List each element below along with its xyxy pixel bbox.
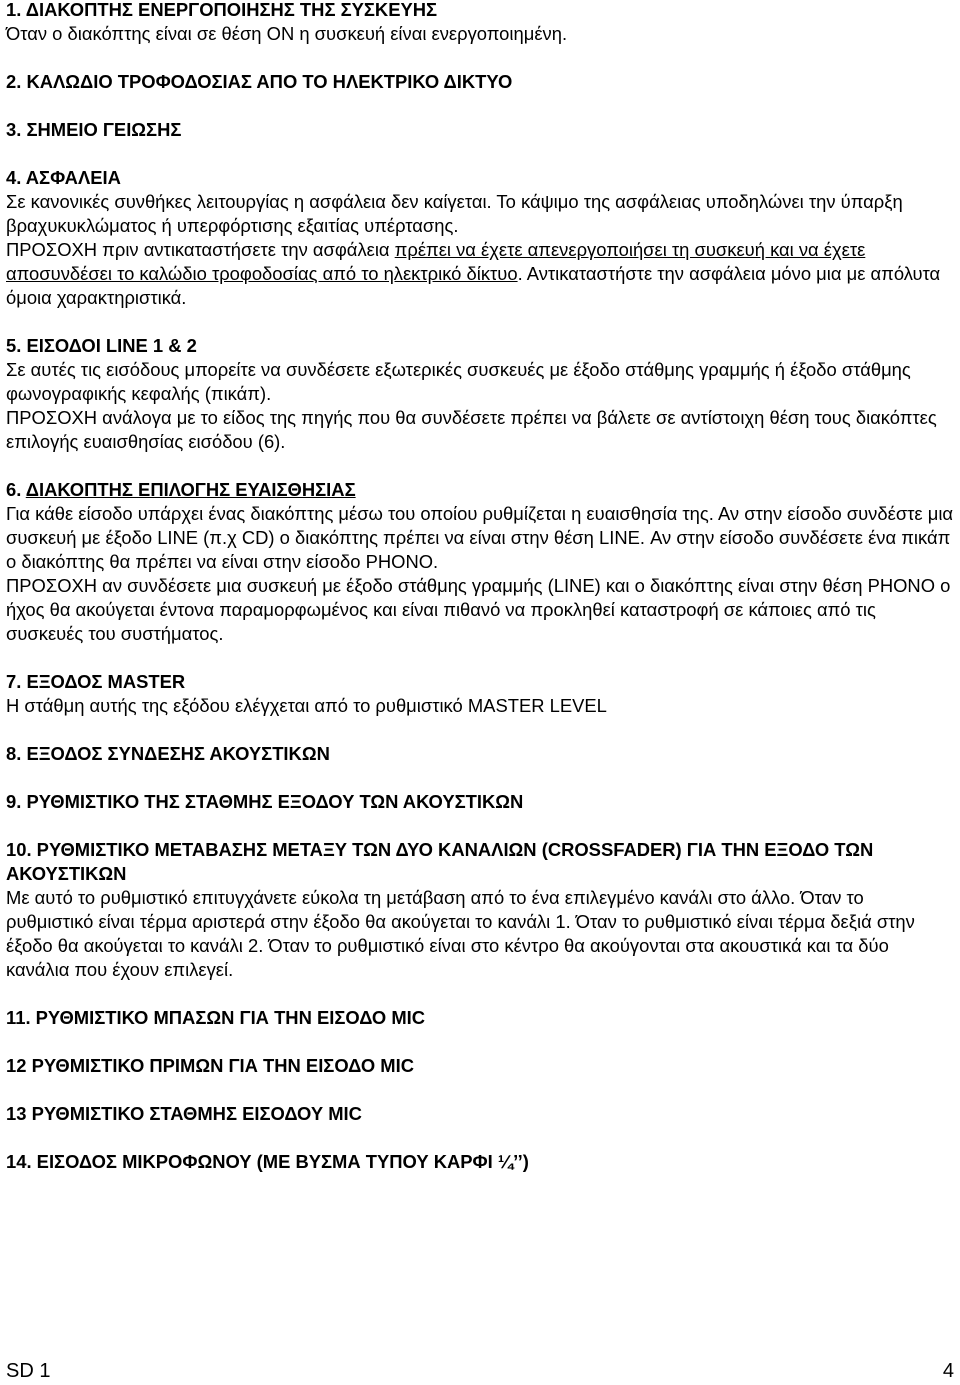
- section-headphone-level: [6, 790, 954, 814]
- section-heading: [6, 478, 954, 502]
- section-master-output: [6, 670, 954, 718]
- section-text: Σε αυτές τις εισόδους μπορείτε να συνδέσετε εξωτερικές συσκευές με έξοδο στάθμης γραμμής ή έξοδο στάθμης φωνογραφικής κεφαλής (πικάπ).: [6, 359, 911, 404]
- heading-underlined: ΔΙΑΚΟΠΤΗΣ ΕΠΙΛΟΓΗΣ ΕΥΑΙΣΘΗΣΙΑΣ: [25, 479, 356, 500]
- section-power-cable: [6, 70, 954, 94]
- section-text: Σε κανονικές συνθήκες λειτουργίας η ασφάλεια δεν καίγεται. Το κάψιμο της ασφάλειας υποδηλώνει την ύπαρξη βραχυκυκλώματος ή υπερφόρτισης εξαιτίας υπέρτασης.: [6, 191, 903, 236]
- section-heading: 12 ΡΥΘΜΙΣΤΙΚΟ ΠΡΙΜΩΝ ΓΙΑ ΤΗΝ ΕΙΣΟΔΟ MIC: [6, 1055, 415, 1076]
- section-mic-bass: [6, 1006, 954, 1030]
- section-mic-treble: [6, 1054, 954, 1078]
- section-fuse: [6, 166, 954, 310]
- section-heading: 5. ΕΙΣΟΔΟΙ LINE 1 & 2: [6, 335, 197, 356]
- section-heading: 1. ΔΙΑΚΟΠΤΗΣ ΕΝΕΡΓΟΠΟΙΗΣΗΣ ΤΗΣ ΣΥΣΚΕΥΗΣ: [6, 0, 438, 20]
- footer-model-label: SD 1: [6, 1360, 51, 1382]
- section-ground-point: [6, 118, 954, 142]
- section-heading: 4. ΑΣΦΑΛΕΙΑ: [6, 167, 121, 188]
- section-mic-input: [6, 1150, 954, 1174]
- manual-page-content: [6, 0, 954, 1198]
- section-heading: 10. ΡΥΘΜΙΣΤΙΚΟ ΜΕΤΑΒΑΣΗΣ ΜΕΤΑΞΥ ΤΩΝ ΔΥΟ ΚΑΝΑΛΙΩΝ (CROSSFADER) ΓΙΑ ΤΗΝ ΕΞΟΔΟ ΤΩΝ ΑΚΟΥΣΤΙΚΩΝ: [6, 839, 874, 884]
- warning-prefix: ΠΡΟΣΟΧΗ πριν αντικαταστήσετε την ασφάλεια: [6, 239, 395, 260]
- section-heading: 9. ΡΥΘΜΙΣΤΙΚΟ ΤΗΣ ΣΤΑΘΜΗΣ ΕΞΟΔΟΥ ΤΩΝ ΑΚΟΥΣΤΙΚΩΝ: [6, 791, 524, 812]
- warning-text: ΠΡΟΣΟΧΗ αν συνδέσετε μια συσκευή με έξοδο στάθμης γραμμής (LINE) και ο διακόπτης είναι στην θέση PHONO ο ήχος θα ακούγεται έντονα παραμορφωμένος και είναι πιθανό να προκληθεί καταστροφή σε κάποιες από τις συσκευές του συστήματος.: [6, 575, 951, 644]
- section-sensitivity-switch: [6, 478, 954, 646]
- section-heading: 13 ΡΥΘΜΙΣΤΙΚΟ ΣΤΑΘΜΗΣ ΕΙΣΟΔΟΥ MIC: [6, 1103, 362, 1124]
- page-number: 4: [942, 1360, 954, 1382]
- section-text: Η στάθμη αυτής της εξόδου ελέγχεται από το ρυθμιστικό MASTER LEVEL: [6, 695, 607, 716]
- warning-text: ΠΡΟΣΟΧΗ ανάλογα με το είδος της πηγής που θα συνδέσετε πρέπει να βάλετε σε αντίστοιχη θέση τους διακόπτες επιλογής ευαισθησίας εισόδου (6).: [6, 407, 937, 452]
- section-heading: 7. ΕΞΟΔΟΣ MASTER: [6, 671, 186, 692]
- section-heading: 2. ΚΑΛΩΔΙΟ ΤΡΟΦΟΔΟΣΙΑΣ ΑΠΟ ΤΟ ΗΛΕΚΤΡΙΚΟ ΔΙΚΤΥΟ: [6, 71, 513, 92]
- section-heading: 8. ΕΞΟΔΟΣ ΣΥΝΔΕΣΗΣ ΑΚΟΥΣΤΙΚΩΝ: [6, 743, 330, 764]
- section-headphone-output: [6, 742, 954, 766]
- warning-text: [6, 238, 954, 310]
- warning-underlined: πρέπει να έχετε απενεργοποιήσει τη συσκευή και να έχετε αποσυνδέσει το καλώδιο τροφοδοσίας από το ηλεκτρικό δίκτυο: [6, 239, 866, 284]
- section-mic-level: [6, 1102, 954, 1126]
- section-heading: 14. ΕΙΣΟΔΟΣ ΜΙΚΡΟΦΩΝΟΥ (ΜΕ ΒΥΣΜΑ ΤΥΠΟΥ ΚΑΡΦΙ ¼’’): [6, 1151, 529, 1172]
- section-power-switch: [6, 0, 954, 46]
- warning-suffix: . Αντικαταστήστε την ασφάλεια μόνο μια με απόλυτα όμοια χαρακτηριστικά.: [6, 263, 941, 308]
- section-text: Για κάθε είσοδο υπάρχει ένας διακόπτης μέσω του οποίου ρυθμίζεται η ευαισθησία της. Αν στην είσοδο συνδέστε μια συσκευή με έξοδο LINE (π.χ CD) ο διακόπτης πρέπει να είναι στην θέση LINE. Αν στην είσοδο συνδέσετε ένα πικάπ ο διακόπτης θα πρέπει να είναι στην είσοδο PHONO.: [6, 503, 954, 572]
- section-crossfader: [6, 838, 954, 982]
- section-text: Με αυτό το ρυθμιστικό επιτυγχάνετε εύκολα τη μετάβαση από το ένα επιλεγμένο κανάλι στο άλλο. Όταν το ρυθμιστικό είναι τέρμα αριστερά στην έξοδο θα ακούγεται το κανάλι 1. Όταν το ρυθμιστικό είναι τέρμα δεξιά στην έξοδο θα ακούγεται το κανάλι 2. Όταν το ρυθμιστικό είναι στο κέντρο θα ακούγονται στα ακουστικά και τα δύο κανάλια που έχουν επιλεγεί.: [6, 887, 915, 980]
- section-line-inputs: [6, 334, 954, 454]
- section-heading: 3. ΣΗΜΕΙΟ ΓΕΙΩΣΗΣ: [6, 119, 182, 140]
- heading-number: 6.: [6, 479, 26, 500]
- section-heading: 11. ΡΥΘΜΙΣΤΙΚΟ ΜΠΑΣΩΝ ΓΙΑ ΤΗΝ ΕΙΣΟΔΟ MIC: [6, 1007, 426, 1028]
- section-text: Όταν ο διακόπτης είναι σε θέση ON η συσκευή είναι ενεργοποιημένη.: [6, 23, 568, 44]
